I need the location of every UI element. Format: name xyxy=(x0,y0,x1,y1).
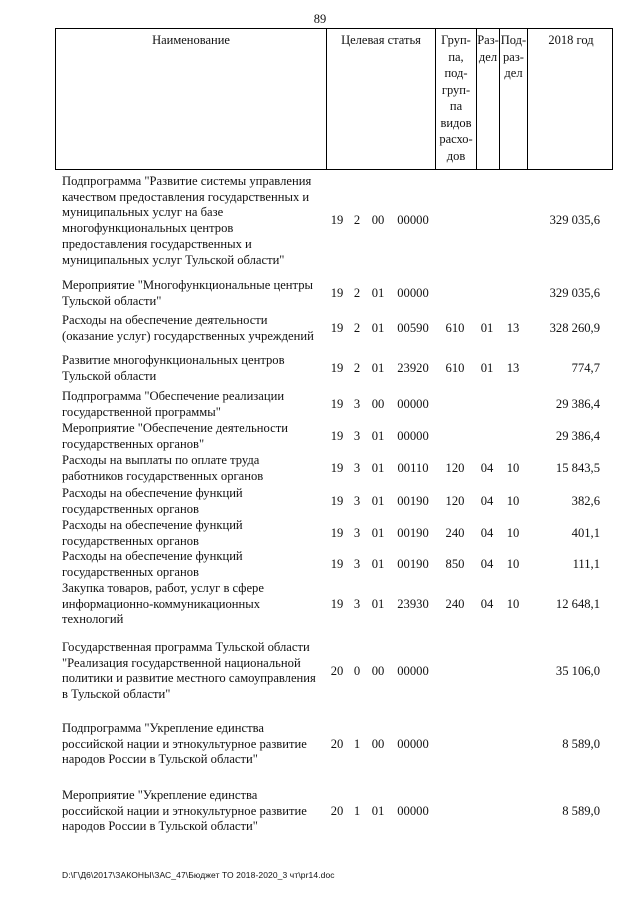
header-line: под- xyxy=(444,66,468,80)
row-name-line: Расходы на обеспечение функций xyxy=(62,486,243,500)
amount-2018: 12 648,1 xyxy=(555,596,600,611)
row-name-line: народов России в Тульской области" xyxy=(62,819,258,834)
code-direction: 00000 xyxy=(397,803,429,818)
row-name xyxy=(62,721,324,768)
row-name-line: в Тульской области" xyxy=(62,687,171,702)
row-name-line: Подпрограмма "Развитие системы управления xyxy=(62,174,312,188)
code-program: 20 xyxy=(330,736,344,751)
row-name xyxy=(62,353,324,384)
row-name-line: государственных органов xyxy=(62,564,199,579)
amount-2018: 15 843,5 xyxy=(555,460,600,475)
code-direction: 23920 xyxy=(397,360,429,375)
code-main-event: 01 xyxy=(371,556,385,571)
code-section: 04 xyxy=(480,596,494,611)
code-program: 19 xyxy=(330,596,344,611)
row-name-line: российской нации и этнокультурное развитие xyxy=(62,803,307,818)
header-name: Наименование xyxy=(152,33,230,47)
code-section: 04 xyxy=(480,525,494,540)
code-program: 19 xyxy=(330,556,344,571)
code-direction: 00190 xyxy=(397,493,429,508)
row-name-line: Закупка товаров, работ, услуг в сфере xyxy=(62,581,264,595)
amount-2018: 8 589,0 xyxy=(562,736,600,751)
code-subprogram: 1 xyxy=(353,803,361,818)
code-main-event: 01 xyxy=(371,525,385,540)
amount-2018: 774,7 xyxy=(571,360,600,375)
row-name-line: государственных органов" xyxy=(62,436,205,451)
code-subsection: 10 xyxy=(506,525,520,540)
header-line: расхо- xyxy=(439,132,473,146)
code-subprogram: 3 xyxy=(353,396,361,411)
code-direction: 00000 xyxy=(397,213,429,228)
code-subprogram: 3 xyxy=(353,428,361,443)
row-name xyxy=(62,313,324,344)
row-name xyxy=(62,278,324,309)
row-name-line: Государственная программа Тульской области xyxy=(62,640,310,654)
code-program: 19 xyxy=(330,285,344,300)
code-main-event: 01 xyxy=(371,360,385,375)
row-name-line: российской нации и этнокультурное развитие xyxy=(62,736,307,751)
header-line: раз- xyxy=(503,49,524,64)
row-name-line: Расходы на обеспечение деятельности xyxy=(62,313,268,327)
row-name xyxy=(62,453,324,484)
row-name-line: Развитие многофункциональных центров xyxy=(62,353,285,367)
header-group xyxy=(436,32,476,164)
row-name-line: работников государственных органов xyxy=(62,468,264,483)
row-name-line: многофункциональных центров xyxy=(62,221,234,236)
code-main-event: 01 xyxy=(371,493,385,508)
code-program: 19 xyxy=(330,460,344,475)
row-name-line: муниципальных услуг на базе xyxy=(62,205,224,220)
code-program: 19 xyxy=(330,360,344,375)
code-direction: 00190 xyxy=(397,556,429,571)
code-subprogram: 0 xyxy=(353,663,361,678)
code-subprogram: 2 xyxy=(353,320,361,335)
code-subsection: 10 xyxy=(506,556,520,571)
row-name-line: Подпрограмма "Укрепление единства xyxy=(62,721,264,735)
row-name xyxy=(62,549,324,580)
header-line: Под- xyxy=(500,33,527,47)
code-subsection: 13 xyxy=(506,360,520,375)
code-direction: 00190 xyxy=(397,525,429,540)
row-name-line: Мероприятие "Обеспечение деятельности xyxy=(62,421,288,435)
code-subprogram: 2 xyxy=(353,285,361,300)
code-expense-group: 240 xyxy=(445,525,465,540)
amount-2018: 328 260,9 xyxy=(549,320,600,335)
header-line: Груп- xyxy=(441,33,471,47)
code-program: 20 xyxy=(330,663,344,678)
row-name-line: "Реализация государственной национальной xyxy=(62,655,301,670)
code-program: 19 xyxy=(330,428,344,443)
row-name-line: Расходы на обеспечение функций xyxy=(62,549,243,563)
row-name-line: народов России в Тульской области" xyxy=(62,752,258,767)
row-name-line: государственных органов xyxy=(62,533,199,548)
row-name-line: качеством предоставления государственных и xyxy=(62,189,310,204)
code-section: 04 xyxy=(480,556,494,571)
row-name xyxy=(62,389,324,420)
row-name xyxy=(62,174,324,268)
header-line: дел xyxy=(504,66,523,80)
row-name-line: (оказание услуг) государственных учреждений xyxy=(62,328,314,343)
code-direction: 23930 xyxy=(397,596,429,611)
code-main-event: 00 xyxy=(371,396,385,411)
code-expense-group: 610 xyxy=(445,360,465,375)
code-expense-group: 850 xyxy=(445,556,465,571)
code-subprogram: 2 xyxy=(353,213,361,228)
header-subsection xyxy=(500,32,527,82)
amount-2018: 29 386,4 xyxy=(555,396,600,411)
code-subsection: 13 xyxy=(506,320,520,335)
amount-2018: 329 035,6 xyxy=(549,213,600,228)
code-main-event: 01 xyxy=(371,460,385,475)
amount-2018: 35 106,0 xyxy=(555,663,600,678)
code-direction: 00000 xyxy=(397,736,429,751)
code-subprogram: 2 xyxy=(353,360,361,375)
code-expense-group: 120 xyxy=(445,493,465,508)
code-program: 19 xyxy=(330,525,344,540)
code-section: 04 xyxy=(480,460,494,475)
amount-2018: 329 035,6 xyxy=(549,285,600,300)
row-name-line: информационно-коммуникационных xyxy=(62,596,261,611)
file-path-footer: D:\Г\Д6\2017\ЗАКОНЫ\ЗАС_47\Бюджет ТО 2018-2020_3 чт\pr14.doc xyxy=(62,870,335,880)
row-name-line: муниципальных услуг Тульской области" xyxy=(62,252,285,267)
code-subsection: 10 xyxy=(506,596,520,611)
code-program: 19 xyxy=(330,213,344,228)
row-name-line: Тульской области xyxy=(62,368,157,383)
header-line: Раз- xyxy=(477,33,499,47)
header-year: 2018 год xyxy=(548,33,594,47)
code-section: 04 xyxy=(480,493,494,508)
header-section xyxy=(477,32,499,65)
amount-2018: 8 589,0 xyxy=(562,803,600,818)
amount-2018: 401,1 xyxy=(571,525,600,540)
amount-2018: 111,1 xyxy=(572,556,600,571)
page-number: 89 xyxy=(313,12,327,26)
code-subsection: 10 xyxy=(506,493,520,508)
header-divider xyxy=(527,29,528,169)
row-name-line: Тульской области" xyxy=(62,293,162,308)
code-direction: 00000 xyxy=(397,428,429,443)
row-name-line: Расходы на обеспечение функций xyxy=(62,518,243,532)
code-main-event: 01 xyxy=(371,320,385,335)
code-program: 19 xyxy=(330,493,344,508)
row-name-line: Расходы на выплаты по оплате труда xyxy=(62,453,260,467)
code-program: 19 xyxy=(330,320,344,335)
header-line: дел xyxy=(478,49,498,64)
row-name xyxy=(62,486,324,517)
header-divider xyxy=(326,29,327,169)
row-name-line: предоставления государственных и xyxy=(62,236,252,251)
row-name-line: Подпрограмма "Обеспечение реализации xyxy=(62,389,285,403)
header-line: па xyxy=(449,99,463,113)
code-subprogram: 3 xyxy=(353,596,361,611)
row-name-line: государственных органов xyxy=(62,501,199,516)
code-subsection: 10 xyxy=(506,460,520,475)
code-main-event: 00 xyxy=(371,736,385,751)
code-section: 01 xyxy=(480,320,494,335)
code-main-event: 00 xyxy=(371,663,385,678)
row-name xyxy=(62,788,324,835)
row-name-line: политики и развитие местного самоуправления xyxy=(62,671,316,686)
code-program: 20 xyxy=(330,803,344,818)
code-direction: 00000 xyxy=(397,396,429,411)
code-program: 19 xyxy=(330,396,344,411)
row-name xyxy=(62,581,324,628)
code-section: 01 xyxy=(480,360,494,375)
code-subprogram: 3 xyxy=(353,556,361,571)
code-subprogram: 3 xyxy=(353,460,361,475)
table-header xyxy=(55,28,613,170)
code-expense-group: 240 xyxy=(445,596,465,611)
header-line: груп- xyxy=(441,82,471,97)
header-line: видов xyxy=(440,115,472,130)
code-subprogram: 3 xyxy=(353,493,361,508)
amount-2018: 382,6 xyxy=(571,493,600,508)
code-main-event: 01 xyxy=(371,285,385,300)
code-main-event: 01 xyxy=(371,428,385,443)
row-name xyxy=(62,518,324,549)
code-direction: 00000 xyxy=(397,285,429,300)
code-main-event: 00 xyxy=(371,213,385,228)
row-name xyxy=(62,640,324,703)
amount-2018: 29 386,4 xyxy=(555,428,600,443)
code-direction: 00590 xyxy=(397,320,429,335)
code-direction: 00110 xyxy=(397,460,429,475)
header-line: па, xyxy=(448,49,464,64)
code-expense-group: 120 xyxy=(445,460,465,475)
header-target: Целевая статья xyxy=(341,33,421,47)
code-expense-group: 610 xyxy=(445,320,465,335)
code-subprogram: 3 xyxy=(353,525,361,540)
row-name xyxy=(62,421,324,452)
code-main-event: 01 xyxy=(371,803,385,818)
code-subprogram: 1 xyxy=(353,736,361,751)
row-name-line: технологий xyxy=(62,612,124,627)
row-name-line: Мероприятие "Многофункциональные центры xyxy=(62,278,313,292)
header-line: дов xyxy=(446,148,466,163)
row-name-line: Мероприятие "Укрепление единства xyxy=(62,788,258,802)
row-name-line: государственной программы" xyxy=(62,404,221,419)
code-main-event: 01 xyxy=(371,596,385,611)
code-direction: 00000 xyxy=(397,663,429,678)
